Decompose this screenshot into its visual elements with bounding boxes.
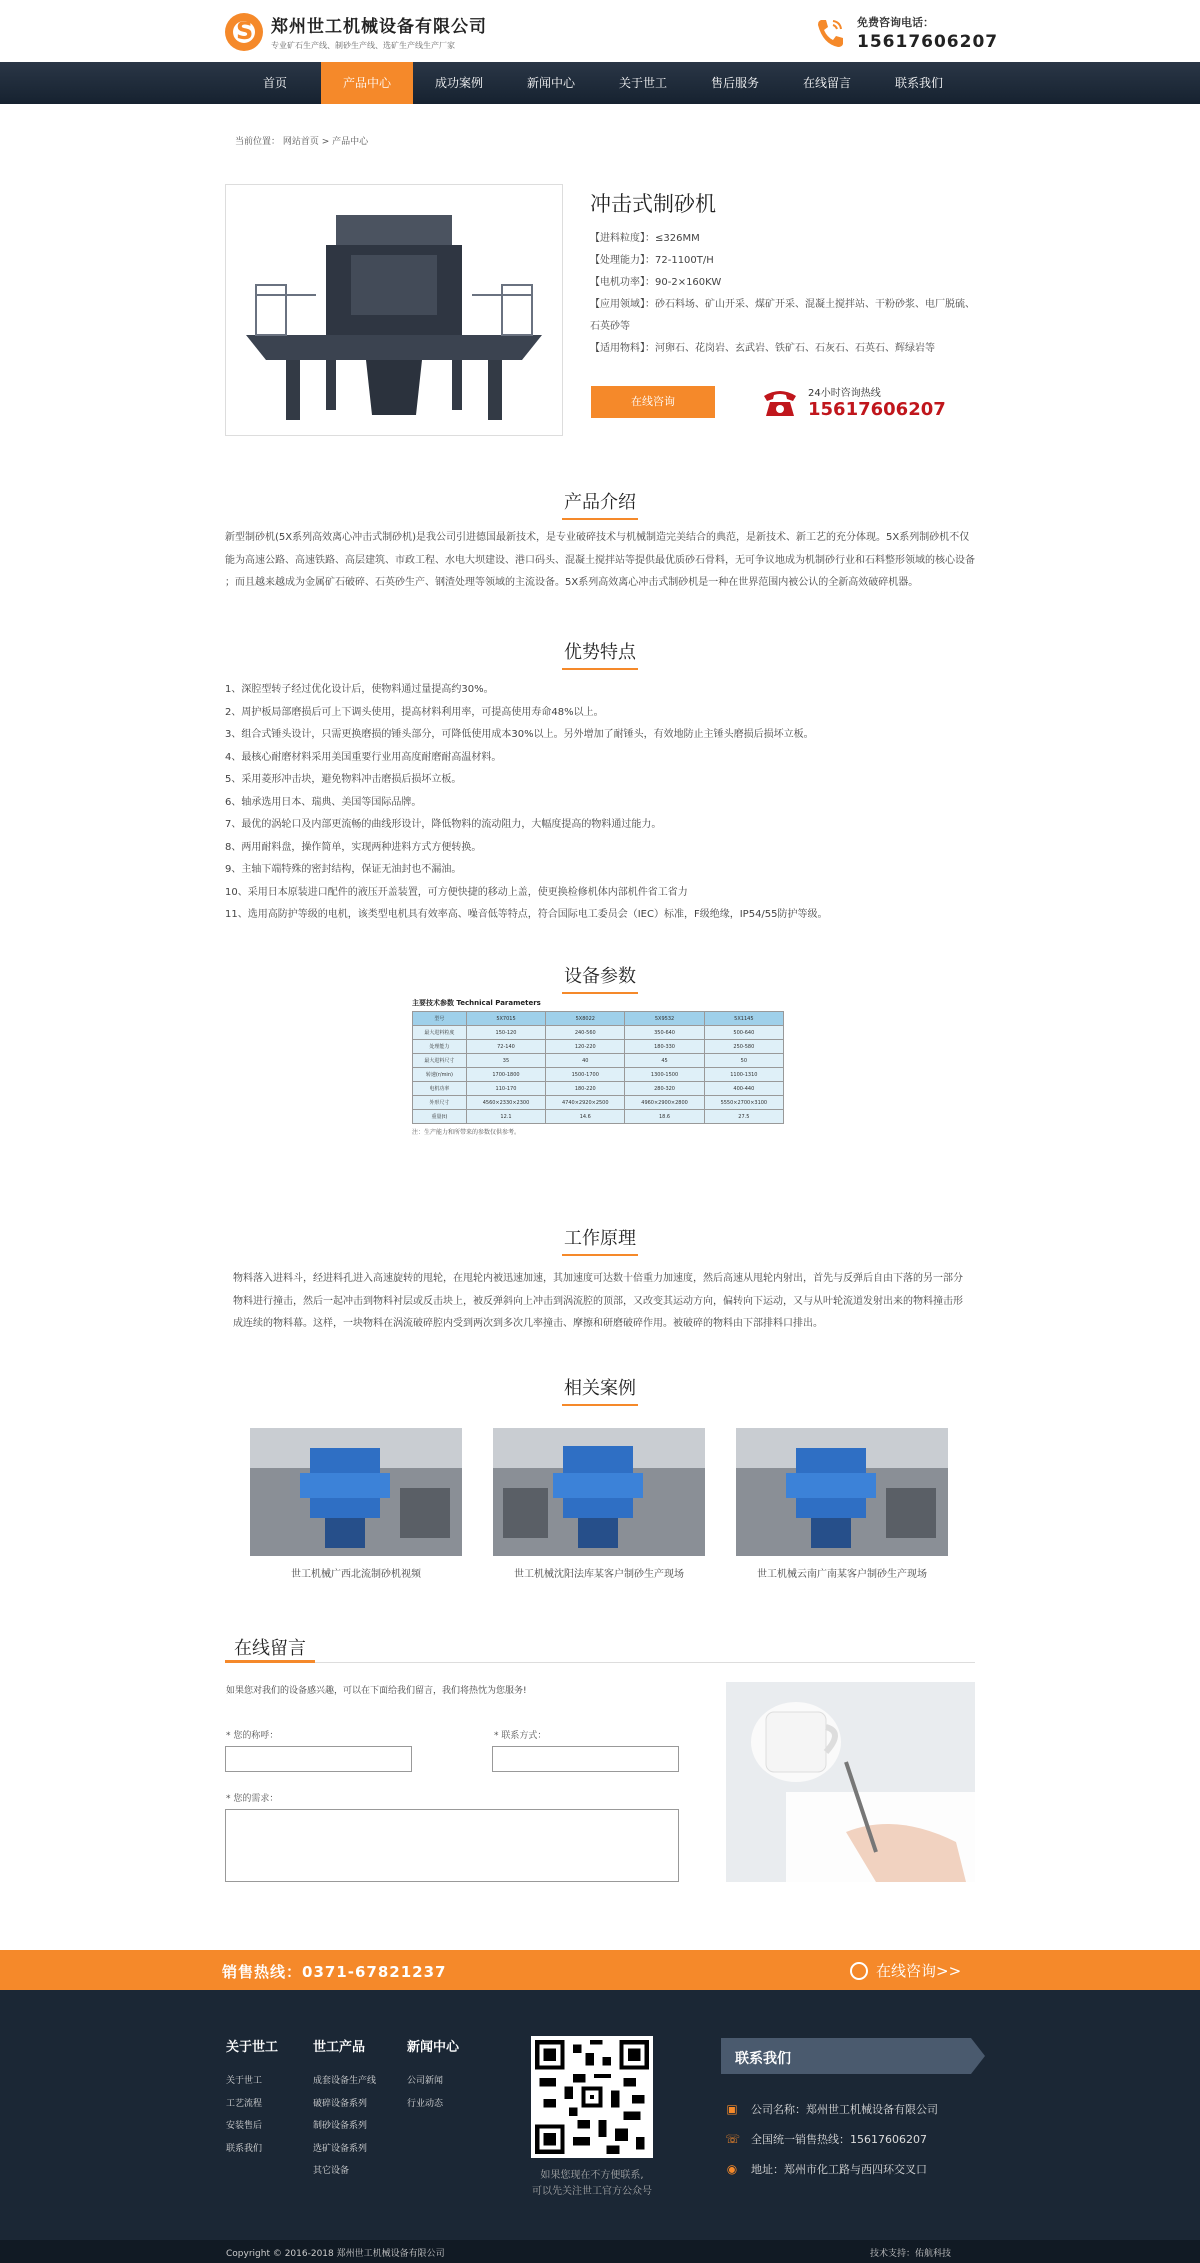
nav-item-service[interactable]: 售后服务 <box>710 76 759 90</box>
table-cell: 重量(t) <box>413 1110 467 1124</box>
chat-icon <box>850 1962 868 1980</box>
site-header <box>0 0 1200 62</box>
table-cell: 1100-1310 <box>704 1068 783 1082</box>
cases-title: 相关案例 <box>0 1374 1200 1406</box>
features-list <box>225 679 977 927</box>
telephone-icon <box>760 386 800 418</box>
case-item[interactable] <box>736 1428 948 1580</box>
table-row <box>413 1012 784 1026</box>
table-cell: 240-560 <box>546 1026 625 1040</box>
principle-text: 物料落入进料斗，经进料孔进入高速旋转的甩轮，在甩轮内被迅速加速，其加速度可达数十倍重力加速度，然后高速从甩轮内射出，首先与反弹后自由下落的另一部分 物料进行撞击，然后一起冲击到物料衬层或反击块上，被反弹斜向上冲击到涡流腔的顶部，又改变其运动方向，偏转向下运动，又与从叶轮流道发射出来的物料撞击形 成连续的物料幕。这样，一块物料在涡流破碎腔内受到两次到多次几率撞击、摩擦和研磨破碎作用。被破碎的物料由下部排料口排出。 <box>233 1273 963 1329</box>
list-item: 11、选用高防护等级的电机，该类型电机具有效率高、噪音低等特点，符合国际电工委员会（IEC）标准，F级绝缘，IP54/55防护等级。 <box>225 909 828 920</box>
table-cell: 120-220 <box>546 1040 625 1054</box>
table-cell: 400-440 <box>704 1082 783 1096</box>
table-row <box>413 1082 784 1096</box>
table-cell: 350-640 <box>625 1026 704 1040</box>
table-cell: 12.1 <box>466 1110 545 1124</box>
case-caption: 世工机械云南广南某客户制砂生产现场 <box>757 1569 927 1580</box>
table-cell: 5X7015 <box>466 1012 545 1026</box>
divider <box>225 1662 975 1663</box>
table-cell: 27.5 <box>704 1110 783 1124</box>
divider-accent <box>225 1660 315 1663</box>
message-title: 在线留言 <box>234 1638 306 1659</box>
nav-item-news[interactable]: 新闻中心 <box>526 76 575 90</box>
product-title: 冲击式制砂机 <box>590 192 716 216</box>
table-cell: 1500-1700 <box>546 1068 625 1082</box>
table-cell: 110-170 <box>466 1082 545 1096</box>
product-image <box>225 184 563 436</box>
table-cell: 4960×2900×2800 <box>625 1096 704 1110</box>
footer-link[interactable]: 破碎设备系列 <box>313 2098 368 2109</box>
case-image <box>250 1428 462 1556</box>
case-item[interactable] <box>250 1428 462 1580</box>
list-item: 3、组合式锤头设计，只需更换磨损的锤头部分，可降低使用成本30%以上。另外增加了耐锤头，有效地防止主锤头磨损后损坏立板。 <box>225 729 814 740</box>
table-cell: 最大进料尺寸 <box>413 1054 467 1068</box>
footer-col-products: 世工产品 成套设备生产线 破碎设备系列 制砂设备系列 选矿设备系列 其它设备 <box>313 2036 376 2186</box>
table-cell: 5X1145 <box>704 1012 783 1026</box>
nav-item-home[interactable]: 首页 <box>262 76 287 90</box>
contact-phone: ☏ 全国统一销售热线：15617606207 <box>725 2132 927 2146</box>
footer-link[interactable]: 制砂设备系列 <box>313 2121 368 2131</box>
product-summary <box>225 184 975 436</box>
table-cell: 18.6 <box>625 1110 704 1124</box>
contact-company: ▣ 公司名称：郑州世工机械设备有限公司 <box>726 2102 938 2116</box>
table-row <box>413 1068 784 1082</box>
nav-item-message[interactable]: 在线留言 <box>802 76 851 90</box>
footer-link[interactable]: 关于世工 <box>226 2076 263 2086</box>
list-item: 5、采用菱形冲击块，避免物料冲击磨损后损坏立板。 <box>225 774 462 785</box>
nav-item-products[interactable]: 产品中心 <box>321 62 413 104</box>
spec-capacity: 【处理能力】：72-1100T/H <box>590 255 714 266</box>
footer-link[interactable]: 其它设备 <box>313 2166 350 2176</box>
intro-text: 新型制砂机(5X系列高效离心冲击式制砂机)是我公司引进德国最新技术，是专业破碎技术与机械制造完美结合的典范，是新技术、新工艺的充分体现。5X系列制砂机不仅 能为高速公路、高速铁路、高层建筑、市政工程、水电大坝建设、港口码头、混凝土搅拌站等提供最优质砂石骨料，无可争议地成为机制砂行业和石料整形领域的核心设备 ；而且越来越成为金属矿石破碎、石英砂生产、钢渣处理等领域的主流设备。5X系列高效离心冲击式制砂机是一种在世界范围内被公认的全新高效破碎机器。 <box>225 532 975 588</box>
list-item: 9、主轴下端特殊的密封结构，保证无油封也不漏油。 <box>225 864 462 875</box>
contact-title: 联系我们 <box>735 2051 791 2067</box>
footer-col-about: 关于世工 关于世工 工艺流程 安装售后 联系我们 <box>226 2036 278 2163</box>
case-caption: 世工机械沈阳法库某客户制砂生产现场 <box>514 1569 684 1580</box>
table-cell: 外形尺寸 <box>413 1096 467 1110</box>
table-cell: 1300-1500 <box>625 1068 704 1082</box>
principle-title: 工作原理 <box>0 1224 1200 1256</box>
list-item: 1、深腔型转子经过优化设计后，使物料通过量提高约30%。 <box>225 684 494 695</box>
table-row <box>413 1054 784 1068</box>
table-cell: 型号 <box>413 1012 467 1026</box>
table-cell: 5550×2700×3100 <box>704 1096 783 1110</box>
table-cell: 500-640 <box>704 1026 783 1040</box>
spec-application: 【应用领域】：砂石料场、矿山开采、煤矿开采、混凝土搅拌站、干粉砂浆、电厂脱硫、 <box>590 299 975 310</box>
name-input[interactable] <box>225 1746 412 1772</box>
spec-motor-power: 【电机功率】：90-2×160KW <box>590 277 722 288</box>
table-cell: 50 <box>704 1054 783 1068</box>
hotline-label: 免费咨询电话： <box>857 16 934 29</box>
company-slogan: 专业矿石生产线、制砂生产线、选矿生产线生产厂家 <box>271 41 455 50</box>
table-row <box>413 1110 784 1124</box>
breadcrumb: 当前位置： 网站首页 > 产品中心 <box>235 137 369 147</box>
side-hotline-number: 15617606207 <box>808 399 946 420</box>
demand-textarea[interactable] <box>225 1809 679 1882</box>
contact-tab <box>721 2038 971 2074</box>
table-cell: 280-320 <box>625 1082 704 1096</box>
consult-button[interactable]: 在线咨询 <box>591 386 715 418</box>
sales-hotline: 销售热线：0371-67821237 <box>222 1963 447 1981</box>
table-cell: 电机功率 <box>413 1082 467 1096</box>
case-caption: 世工机械广西北流制砂机视频 <box>291 1569 421 1580</box>
table-cell: 40 <box>546 1054 625 1068</box>
header-hotline <box>815 14 998 52</box>
hotline-number: 15617606207 <box>857 32 999 52</box>
table-cell: 最大进料粒度 <box>413 1026 467 1040</box>
copyright-bar <box>0 2240 1200 2263</box>
phone-icon <box>815 17 845 49</box>
cases-list <box>250 1428 950 1578</box>
table-cell: 14.6 <box>546 1110 625 1124</box>
spec-materials: 【适用物料】：河卵石、花岗岩、玄武岩、铁矿石、石灰石、石英石、辉绿岩等 <box>590 343 935 354</box>
spec-application-cont: 石英砂等 <box>590 321 630 332</box>
footer-link[interactable]: 选矿设备系列 <box>313 2143 368 2154</box>
list-item: 10、采用日本原装进口配件的液压开盖装置，可方便快捷的移动上盖，使更换检修机体内部机件省工省力 <box>225 886 688 898</box>
spec-feed-size: 【进料粒度】：≤326MM <box>590 233 700 244</box>
table-row <box>413 1096 784 1110</box>
table-row <box>413 1026 784 1040</box>
table-row <box>413 1040 784 1054</box>
footer-link[interactable]: 成套设备生产线 <box>313 2076 377 2086</box>
intro-title: 产品介绍 <box>0 488 1200 520</box>
list-item: 4、最核心耐磨材料采用美国重要行业用高度耐磨耐高温材料。 <box>225 751 502 763</box>
list-item: 7、最优的涡轮口及内部更流畅的曲线形设计，降低物料的流动阻力，大幅度提高的物料通过能力。 <box>225 819 662 830</box>
nav-item-cases[interactable]: 成功案例 <box>434 76 483 90</box>
table-cell: 180-330 <box>625 1040 704 1054</box>
nav-item-contact[interactable]: 联系我们 <box>894 76 943 90</box>
table-cell: 4740×2920×2500 <box>546 1096 625 1110</box>
main-nav <box>0 62 1200 104</box>
table-cell: 72-140 <box>466 1040 545 1054</box>
side-hotline <box>760 384 946 420</box>
footer-link[interactable]: 公司新闻 <box>407 2076 444 2086</box>
location-icon: ◉ <box>726 2162 738 2176</box>
company-icon: ▣ <box>726 2102 738 2116</box>
table-cell: 45 <box>625 1054 704 1068</box>
site-footer <box>0 1990 1200 2240</box>
list-item: 6、轴承选用日本、瑞典、美国等国际品牌。 <box>225 796 422 808</box>
qr-code <box>531 2036 653 2158</box>
parameters-table: 主要技术参数 Technical Parameters 型号 5X7015 5X8022 5X9532 5X1145 最大进料粒度 150-120 240-560 350-640 500-640 处理能力 72-140 120-220 180-330 250-580 最大进料尺寸 35 40 45 50 转速(r/min) 1700-1800 1500-1700 1300-1500 1100-1310 电机功率 110-170 180-220 280-320 400-440 外形尺寸 4560×2330×2300 4740×2920×2500 4960×2900×2800 5550×2700×3100 重量(t) 12.1 14.6 18.6 27.5 注：生产能力和所带来的参数仅供参考。 <box>412 998 784 1168</box>
online-consult-link[interactable]: 在线咨询>> <box>850 1960 961 1981</box>
table-cell: 4560×2330×2300 <box>466 1096 545 1110</box>
list-item: 2、周护板局部磨损后可上下调头使用，提高材料利用率，可提高使用寿命48%以上。 <box>225 706 604 718</box>
footer-link[interactable]: 安装售后 <box>226 2121 263 2131</box>
contact-address: ◉ 地址：郑州市化工路与西四环交叉口 <box>726 2162 927 2176</box>
demand-label: * 您的需求： <box>226 1794 279 1804</box>
message-photo <box>726 1682 975 1882</box>
table-cell: 180-220 <box>546 1082 625 1096</box>
table-cell: 处理能力 <box>413 1040 467 1054</box>
table-cell: 5X8022 <box>546 1012 625 1026</box>
table-cell: 5X9532 <box>625 1012 704 1026</box>
contact-label: * 联系方式： <box>494 1731 547 1741</box>
contact-input[interactable] <box>492 1746 679 1772</box>
list-item: 8、两用耐料盘，操作简单，实现两种进料方式方便转换。 <box>225 841 482 853</box>
nav-item-about[interactable]: 关于世工 <box>618 76 667 90</box>
table-cell: 1700-1800 <box>466 1068 545 1082</box>
case-item[interactable] <box>493 1428 705 1580</box>
logo-icon <box>225 13 263 51</box>
table-cell: 35 <box>466 1054 545 1068</box>
table-cell: 150-120 <box>466 1026 545 1040</box>
company-name: 郑州世工机械设备有限公司 <box>271 17 487 37</box>
parameters-title: 设备参数 <box>0 962 1200 994</box>
footer-link[interactable]: 联系我们 <box>226 2143 263 2154</box>
qr-caption: 如果您现在不方便联系, 可以先关注世工官方公众号 <box>532 2170 652 2197</box>
tech-support: 技术支持：佑航科技 <box>870 2249 952 2259</box>
phone-icon: ☏ <box>725 2132 741 2146</box>
table-cell: 250-580 <box>704 1040 783 1054</box>
features-title: 优势特点 <box>0 638 1200 670</box>
copyright-text: Copyright © 2016-2018 郑州世工机械设备有限公司 <box>226 2249 445 2259</box>
footer-col-news: 新闻中心 公司新闻 行业动态 <box>407 2036 459 2118</box>
case-image <box>493 1428 705 1556</box>
message-intro: 如果您对我们的设备感兴趣，可以在下面给我们留言，我们将热忱为您服务! <box>226 1686 527 1696</box>
footer-link[interactable]: 行业动态 <box>407 2098 444 2109</box>
case-image <box>736 1428 948 1556</box>
sales-bar <box>0 1950 1200 1990</box>
side-hotline-label: 24小时咨询热线 <box>808 388 881 399</box>
footer-link[interactable]: 工艺流程 <box>226 2098 263 2109</box>
table-cell: 转速(r/min) <box>413 1068 467 1082</box>
name-label: * 您的称呼： <box>226 1731 279 1741</box>
site-logo[interactable] <box>225 12 487 51</box>
